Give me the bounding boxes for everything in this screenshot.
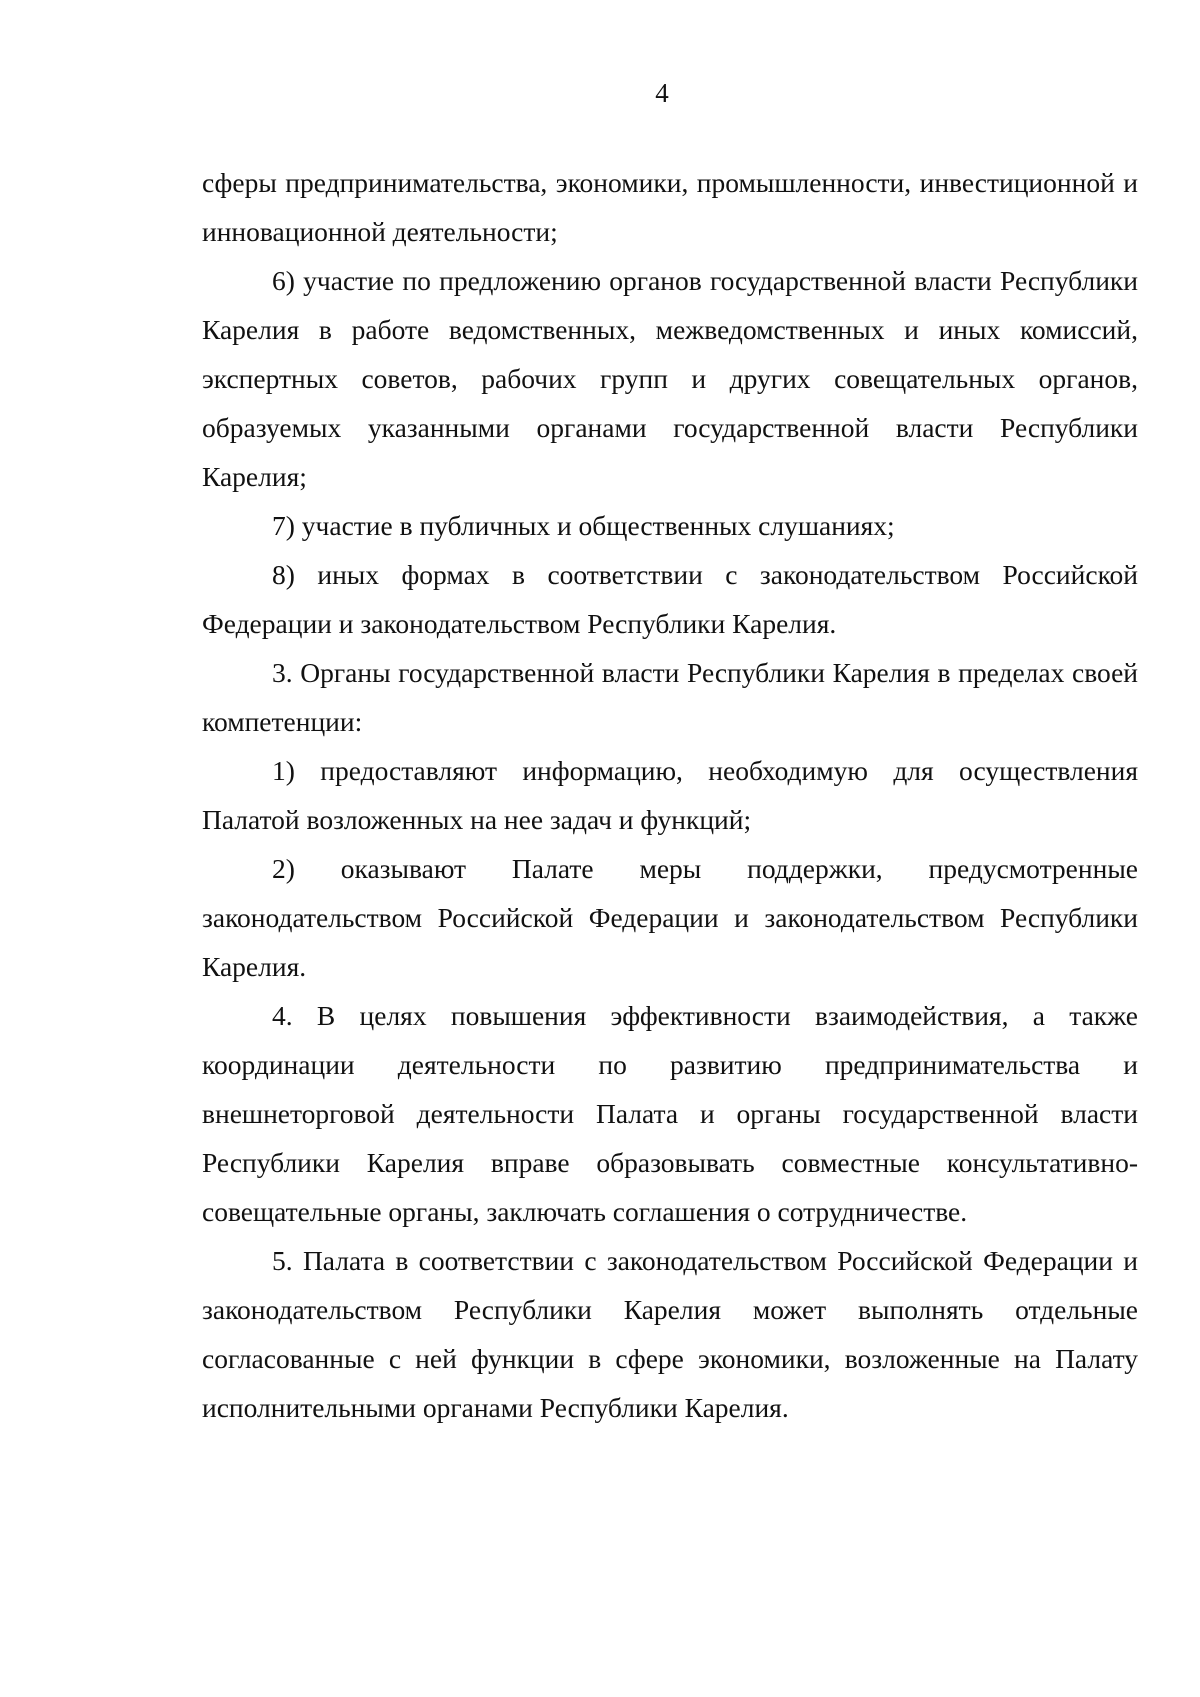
list-item-6: 6) участие по предложению органов государственной власти Республики Карелия в работе ведомственных, межведомственных и иных комиссий, экспертных советов, рабочих групп и других совещательных органов, образуемых указанными органами государственной власти Республики Карелия; xyxy=(202,265,1138,492)
clause-5: 5. Палата в соответствии с законодательством Российской Федерации и законодательством Республики Карелия может выполнять отдельные согласованные с ней функции в сфере экономики, возложенные на Палату исполнительными органами Республики Карелия. xyxy=(202,1245,1138,1423)
list-item-7: 7) участие в публичных и общественных слушаниях; xyxy=(272,510,895,541)
document-body xyxy=(202,158,1138,1432)
clause-3-item-2: 2) оказывают Палате меры поддержки, предусмотренные законодательством Российской Федерации и законодательством Республики Карелия. xyxy=(202,853,1138,982)
clause-4: 4. В целях повышения эффективности взаимодействия, а также координации деятельности по развитию предпринимательства и внешнеторговой деятельности Палата и органы государственной власти Республики Карелия вправе образовывать совместные консультативно-совещательные органы, заключать соглашения о сотрудничестве. xyxy=(202,1000,1138,1227)
list-item-8: 8) иных формах в соответствии с законодательством Российской Федерации и законодательством Республики Карелия. xyxy=(202,559,1138,639)
page-number: 4 xyxy=(655,78,669,108)
clause-3: 3. Органы государственной власти Республики Карелия в пределах своей компетенции: xyxy=(202,657,1138,737)
clause-3-item-1: 1) предоставляют информацию, необходимую для осуществления Палатой возложенных на нее задач и функций; xyxy=(202,755,1138,835)
paragraph-continuation: сферы предпринимательства, экономики, промышленности, инвестиционной и инновационной деятельности; xyxy=(202,167,1138,247)
